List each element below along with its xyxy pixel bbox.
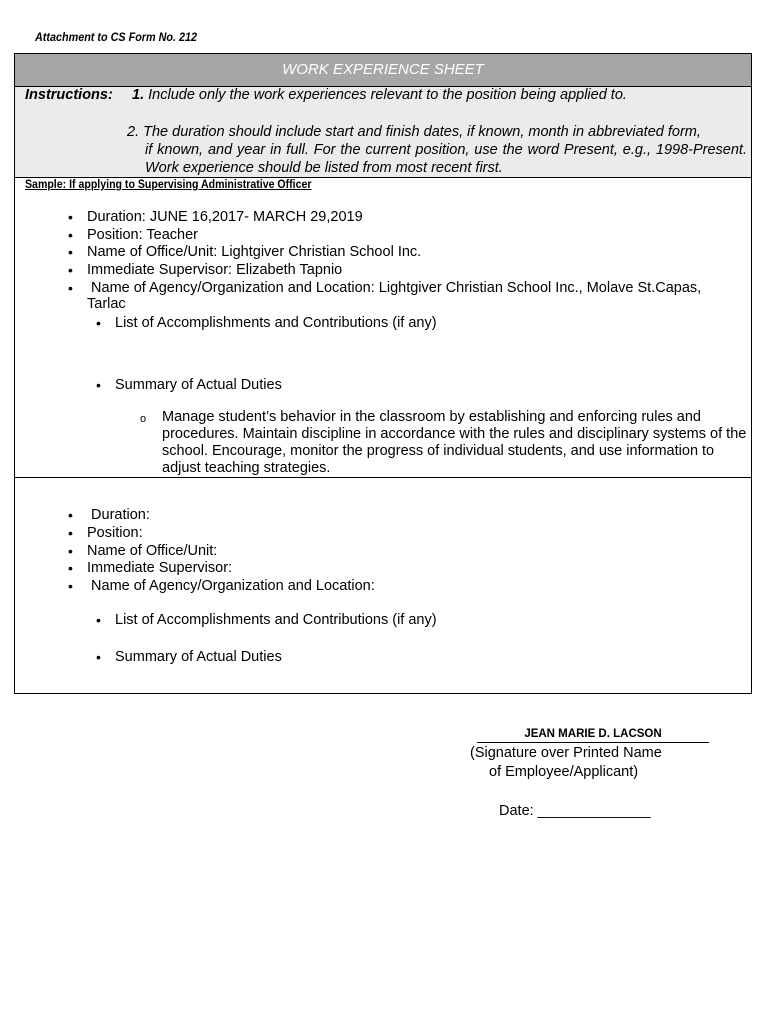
- instruction-text-1: Include only the work experiences relevant to the position being applied to.: [148, 87, 627, 103]
- entry-divider: [15, 477, 751, 478]
- entry2-duration: • Duration:: [87, 506, 150, 524]
- instruction-number-1: 1.: [132, 87, 145, 103]
- instruction-text-2-line1: 2. The duration should include start and finish dates, if known, month in abbreviated form,: [127, 124, 701, 140]
- entry2-office: • Name of Office/Unit:: [87, 542, 217, 560]
- instruction-text-2-rest: if known, and year in full. For the current position, use the word Present, e.g., 1998-Present. Work experience should be listed from most recent first.: [145, 142, 747, 176]
- entry1-office: • Name of Office/Unit: Lightgiver Christian School Inc.: [87, 243, 421, 261]
- sheet-title: WORK EXPERIENCE SHEET: [15, 54, 751, 87]
- instructions-label: Instructions:: [25, 87, 113, 103]
- instruction-item-2: [127, 123, 747, 177]
- entry1-agency-cont: Tarlac: [87, 296, 126, 312]
- entry1-accomplishments: • List of Accomplishments and Contributions (if any): [115, 314, 437, 332]
- signature-caption-line2: of Employee/Applicant): [489, 764, 639, 780]
- signature-printed-name: JEAN MARIE D. LACSON: [477, 727, 709, 743]
- signature-caption-line1: (Signature over Printed Name: [470, 745, 662, 761]
- instructions-section: [15, 87, 751, 178]
- entry1-summary: • Summary of Actual Duties: [115, 376, 282, 394]
- entry2-supervisor: • Immediate Supervisor:: [87, 559, 232, 577]
- instruction-item-1: [132, 87, 627, 103]
- entry1-supervisor: • Immediate Supervisor: Elizabeth Tapnio: [87, 261, 342, 279]
- entry1-position: • Position: Teacher: [87, 226, 198, 244]
- entry2-summary: • Summary of Actual Duties: [115, 648, 282, 666]
- entry2-agency: • Name of Agency/Organization and Location:: [87, 577, 375, 595]
- entry2-accomplishments: • List of Accomplishments and Contributions (if any): [115, 611, 437, 629]
- attachment-label: Attachment to CS Form No. 212: [35, 30, 198, 44]
- entry1-duration: • Duration: JUNE 16,2017- MARCH 29,2019: [87, 208, 363, 226]
- entry1-duty: o Manage student’s behavior in the classroom by establishing and enforcing rules and procedures. Maintain discipline in accordance with the rules and disciplinary systems of the school. Encourage, monitor the progress of individual students, and use information to adjust teaching strategies.: [162, 409, 747, 477]
- entry2-position: • Position:: [87, 524, 143, 542]
- work-experience-table: [14, 53, 752, 694]
- sample-heading: Sample: If applying to Supervising Administrative Officer: [25, 179, 312, 191]
- date-field: Date: ______________: [499, 803, 651, 819]
- entry1-agency: • Name of Agency/Organization and Location: Lightgiver Christian School Inc., Molave St.Capas,: [87, 279, 701, 297]
